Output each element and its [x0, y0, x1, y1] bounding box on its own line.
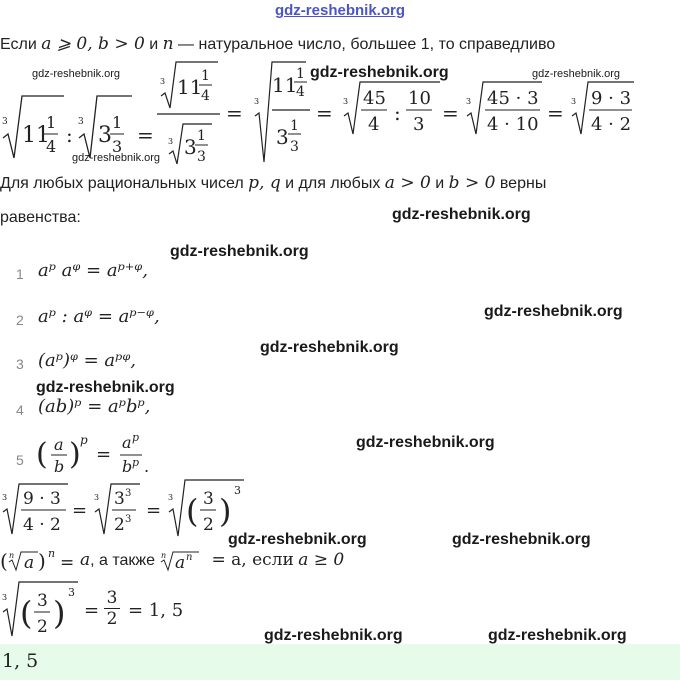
svg-text:1: 1 — [46, 113, 57, 132]
watermark[interactable]: gdz-reshebnik.org — [36, 379, 175, 396]
watermark[interactable]: gdz-reshebnik.org — [72, 152, 161, 164]
intro-lead: Если — [0, 36, 37, 53]
root-rule-also: , а также — [90, 552, 156, 570]
svg-text:3: 3 — [234, 484, 241, 497]
watermark[interactable]: gdz-reshebnik.org — [356, 434, 495, 451]
svg-text:2: 2 — [114, 515, 125, 535]
svg-text:=: = — [547, 101, 564, 125]
svg-text:=: = — [96, 444, 112, 465]
svg-text:a: a — [122, 433, 132, 452]
svg-text:1: 1 — [197, 128, 206, 144]
svg-text:2: 2 — [37, 617, 48, 637]
intro-cond-ab: a ⩾ 0, b > 0 — [41, 34, 145, 54]
svg-text:a: a — [24, 553, 35, 573]
svg-text:3: 3 — [114, 489, 125, 509]
svg-text:45: 45 — [363, 88, 386, 109]
svg-text:3: 3 — [343, 97, 349, 106]
svg-text:3: 3 — [37, 591, 48, 611]
watermark[interactable]: gdz-reshebnik.org — [228, 531, 367, 548]
svg-text::: : — [394, 101, 401, 125]
svg-text:=: = — [137, 123, 154, 147]
svg-text:3: 3 — [203, 489, 214, 509]
rule-end: верны — [499, 175, 547, 192]
watermark[interactable]: gdz-reshebnik.org — [310, 64, 449, 81]
svg-text:3: 3 — [413, 114, 425, 135]
svg-text:4: 4 — [46, 137, 57, 156]
svg-text:1: 1 — [112, 113, 123, 132]
rule-number: 1 — [16, 266, 24, 282]
watermark[interactable]: gdz-reshebnik.org — [488, 627, 627, 644]
svg-text:n: n — [48, 548, 56, 560]
svg-text:3: 3 — [125, 514, 132, 525]
answer-value: 1, 5 — [2, 650, 39, 672]
svg-text:): ) — [53, 594, 66, 632]
svg-text:3: 3 — [112, 137, 123, 156]
svg-text:p: p — [80, 433, 88, 447]
final-frac-den: 2 — [106, 609, 118, 629]
svg-text:11: 11 — [177, 75, 203, 99]
root-rule-line — [0, 548, 344, 574]
root-rule-lhs — [0, 548, 80, 574]
svg-text:4: 4 — [368, 114, 380, 135]
svg-text:3: 3 — [571, 97, 577, 106]
rule-mid: и для любых — [285, 175, 381, 192]
svg-text:n: n — [161, 551, 167, 560]
svg-text:3: 3 — [98, 123, 112, 148]
svg-text:b: b — [54, 457, 65, 476]
svg-text:a: a — [175, 553, 186, 573]
svg-text::: : — [66, 123, 73, 147]
svg-text:3: 3 — [125, 488, 132, 499]
svg-text:3: 3 — [94, 493, 100, 502]
svg-text:a: a — [54, 435, 64, 454]
rule-formula: aᵖ : aᵠ = aᵖ⁻ᵠ, — [38, 306, 160, 327]
svg-text:1: 1 — [290, 118, 299, 134]
watermark[interactable]: gdz-reshebnik.org — [532, 68, 621, 80]
svg-text:=: = — [226, 101, 243, 125]
svg-text:3: 3 — [197, 149, 206, 165]
svg-text:=: = — [60, 553, 75, 573]
intro-cond-n: n — [162, 34, 174, 54]
watermark[interactable]: gdz-reshebnik.org — [452, 531, 591, 548]
svg-text:p: p — [132, 431, 140, 444]
root-rule-a1: a — [80, 550, 91, 571]
svg-text:=: = — [146, 500, 162, 521]
svg-text:1: 1 — [296, 66, 305, 82]
intro-line — [0, 34, 555, 54]
svg-text:3: 3 — [254, 97, 260, 106]
final-frac-num: 3 — [106, 588, 118, 608]
rule-number: 2 — [16, 312, 24, 328]
rule-number: 4 — [16, 402, 24, 418]
rule-and: и — [435, 175, 445, 192]
svg-text:3: 3 — [466, 97, 472, 106]
svg-text:(: ( — [0, 549, 8, 573]
intro-rest: — натуральное число, большее 1, то справедливо — [178, 36, 556, 53]
radical-chain — [0, 476, 260, 542]
svg-text:3: 3 — [2, 493, 8, 502]
svg-text:9 · 3: 9 · 3 — [591, 88, 632, 109]
watermark[interactable]: gdz-reshebnik.org — [264, 627, 403, 644]
svg-text:3: 3 — [168, 493, 174, 502]
svg-text:3: 3 — [78, 117, 84, 127]
rule-pq: p, q — [248, 173, 281, 193]
svg-text:): ) — [219, 492, 232, 530]
svg-text:1: 1 — [201, 68, 210, 84]
final-eq1: = — [84, 600, 100, 621]
intro-and: и — [149, 36, 159, 53]
svg-text:(: ( — [186, 492, 199, 530]
root-rule-if: = a, если — [211, 550, 294, 571]
svg-text:(: ( — [36, 437, 48, 472]
svg-text:3: 3 — [168, 137, 174, 146]
rule-formula — [34, 430, 164, 480]
watermark[interactable]: gdz-reshebnik.org — [170, 243, 309, 260]
svg-text:4 · 10: 4 · 10 — [487, 114, 539, 135]
svg-text:4 · 2: 4 · 2 — [23, 515, 61, 535]
svg-text:3: 3 — [2, 117, 8, 127]
svg-text:p: p — [132, 456, 140, 469]
watermark[interactable]: gdz-reshebnik.org — [32, 68, 121, 80]
rule-intro-line2: равенства: — [0, 209, 81, 226]
rule-formula: (aᵖ)ᵠ = aᵖᵠ, — [38, 350, 137, 371]
svg-text:9 · 3: 9 · 3 — [23, 489, 61, 509]
watermark[interactable]: gdz-reshebnik.org — [260, 339, 399, 356]
svg-text:11: 11 — [272, 73, 298, 97]
svg-text:=: = — [72, 500, 88, 521]
svg-text:3: 3 — [160, 77, 166, 86]
watermark[interactable]: gdz-reshebnik.org — [484, 303, 623, 320]
rule-b-cond: b > 0 — [448, 173, 496, 193]
svg-text:11: 11 — [22, 123, 50, 148]
root-rule-cond: a ≥ 0 — [298, 550, 345, 571]
watermark[interactable]: gdz-reshebnik.org — [392, 206, 531, 223]
rule-a-cond: a > 0 — [384, 173, 431, 193]
svg-text:.: . — [144, 457, 150, 476]
svg-text:4: 4 — [201, 88, 210, 104]
svg-text:4: 4 — [296, 84, 305, 100]
rule-formula: (ab)ᵖ = aᵖbᵖ, — [38, 396, 151, 417]
rule-intro-line1 — [0, 173, 546, 193]
answer-panel — [0, 644, 680, 680]
svg-text:3: 3 — [68, 586, 75, 599]
svg-text:=: = — [316, 101, 333, 125]
rule-lead: Для любых рациональных чисел — [0, 175, 244, 192]
root-rule-rhs — [159, 548, 211, 574]
final-eq2: = 1, 5 — [128, 600, 184, 621]
rule-number: 3 — [16, 356, 24, 372]
svg-text:): ) — [69, 437, 81, 472]
header-watermark[interactable]: gdz-reshebnik.org — [274, 2, 405, 19]
svg-text:=: = — [442, 101, 459, 125]
svg-text:2: 2 — [203, 515, 214, 535]
rule-formula: aᵖ aᵠ = aᵖ⁺ᵠ, — [38, 260, 148, 281]
svg-text:10: 10 — [408, 88, 431, 109]
svg-text:): ) — [38, 549, 46, 573]
svg-text:b: b — [122, 457, 133, 476]
svg-text:3: 3 — [276, 125, 289, 149]
svg-text:45 · 3: 45 · 3 — [487, 88, 539, 109]
svg-text:3: 3 — [184, 135, 197, 159]
svg-text:4 · 2: 4 · 2 — [591, 114, 632, 135]
svg-text:3: 3 — [2, 593, 8, 602]
rule-number: 5 — [16, 452, 24, 468]
final-fraction — [104, 588, 120, 629]
svg-text:n: n — [186, 552, 193, 563]
svg-text:n: n — [9, 551, 15, 560]
svg-text:(: ( — [20, 594, 33, 632]
svg-text:3: 3 — [290, 139, 299, 155]
